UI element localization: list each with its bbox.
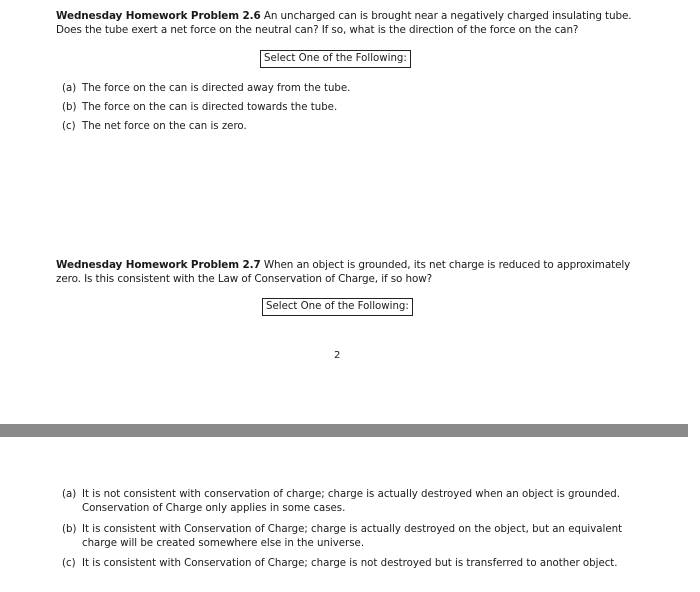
option-label: (b) bbox=[62, 524, 77, 535]
page-number: 2 bbox=[334, 350, 341, 361]
problem-2-6-select-box[interactable]: Select One of the Following: bbox=[260, 50, 411, 68]
problem-2-7-select-box[interactable]: Select One of the Following: bbox=[262, 298, 413, 316]
problem-2-6-text: An uncharged can is brought near a negatively charged insulating tube. Does the tube exert a net force on the neutral can? If so, what is the direction of the force on the can? bbox=[56, 10, 632, 36]
option-label: (c) bbox=[62, 121, 76, 132]
viewer-right-margin bbox=[688, 0, 700, 592]
option-text: It is consistent with Conservation of Charge; charge is actually destroyed on the object, but an equivalent charge will be created somewhere else in the universe. bbox=[82, 524, 623, 549]
problem-2-7-statement bbox=[56, 259, 638, 286]
page-separator bbox=[0, 424, 688, 437]
problem-2-7-text: When an object is grounded, its net charge is reduced to approximately zero. Is this consistent with the Law of Conservation of Charge, if so how? bbox=[56, 259, 631, 285]
option-label: (b) bbox=[62, 102, 77, 113]
option-text: It is not consistent with conservation of charge; charge is actually destroyed when an object is grounded. Conservation of Charge only applies in some cases. bbox=[82, 489, 621, 514]
option-text: It is consistent with Conservation of Charge; charge is not destroyed but is transferred to another object. bbox=[82, 558, 618, 569]
problem-2-7-option-a[interactable] bbox=[62, 488, 642, 515]
option-label: (c) bbox=[62, 558, 76, 569]
problem-2-6-option-b[interactable] bbox=[62, 101, 337, 114]
problem-2-6-option-c[interactable] bbox=[62, 120, 247, 133]
problem-2-7-option-b[interactable] bbox=[62, 523, 642, 550]
option-text: The force on the can is directed towards the tube. bbox=[82, 102, 338, 113]
option-text: The net force on the can is zero. bbox=[82, 121, 247, 132]
problem-2-7-option-c[interactable] bbox=[62, 557, 642, 571]
document-page-2 bbox=[0, 437, 688, 592]
option-label: (a) bbox=[62, 83, 77, 94]
problem-2-6-option-a[interactable] bbox=[62, 82, 350, 95]
problem-2-7-heading: Wednesday Homework Problem 2.7 bbox=[56, 259, 261, 271]
problem-2-6-heading: Wednesday Homework Problem 2.6 bbox=[56, 10, 261, 22]
option-label: (a) bbox=[62, 489, 77, 500]
problem-2-6-statement bbox=[56, 10, 638, 37]
option-text: The force on the can is directed away from the tube. bbox=[82, 83, 351, 94]
